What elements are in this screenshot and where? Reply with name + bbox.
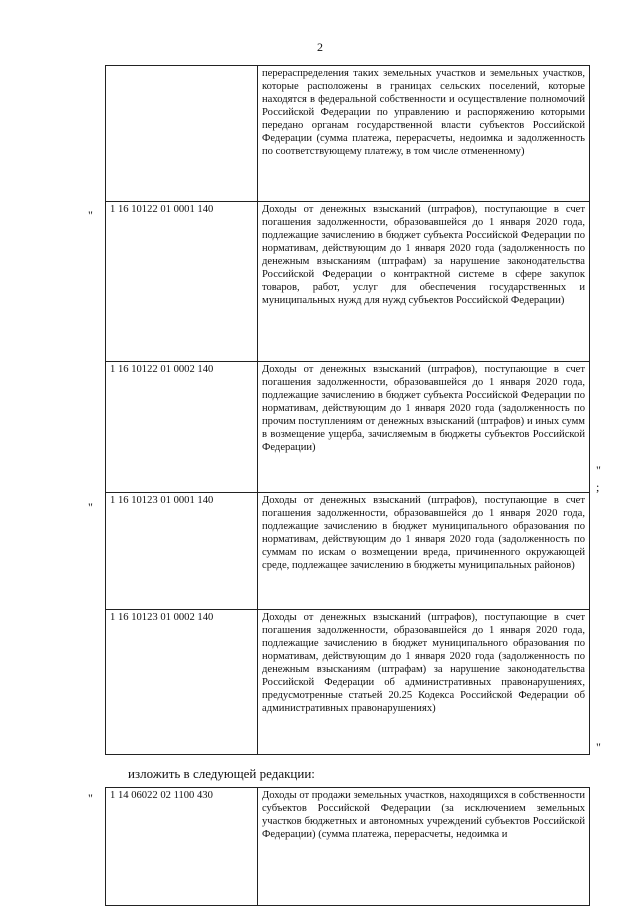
open-quote-mark: " <box>88 208 93 222</box>
row-code <box>106 66 258 202</box>
codes-table <box>105 65 590 755</box>
row-code: 1 16 10122 01 0002 140 <box>106 362 258 493</box>
row-text: Доходы от денежных взысканий (штрафов), поступающие в счет погашения задолженности, образовавшейся до 1 января 2020 года, подлежащие зачислению в бюджет субъекта Российской Федерации по нормативам, действующим до 1 января 2020 года (задолженность по денежным взысканиям (штрафам) за нарушение законодательства Российской Федерации о контрактной системе в сфере закупок товаров, работ, услуг для обеспечения государственных и муниципальных нужд для нужд субъектов Российской Федерации) <box>258 202 590 362</box>
row-text: Доходы от денежных взысканий (штрафов), поступающие в счет погашения задолженности, образовавшейся до 1 января 2020 года, подлежащие зачислению в бюджет муниципального образования по нормативам, действующим до 1 января 2020 года (задолженность по денежным взысканиям (штрафам) за нарушение законодательства Российской Федерации об административных правонарушениях, предусмотренные статьей 20.25 Кодекса Российской Федерации об административных правонарушениях) <box>258 610 590 755</box>
close-quote-mark: " <box>596 463 601 477</box>
page-number: 2 <box>317 40 323 54</box>
row-text: Доходы от продажи земельных участков, находящихся в собственности субъектов Российской Федерации (за исключением земельных участков бюджетных и автономных учреждений субъектов Российской Федерации) (сумма платежа, перерасчеты, недоимка и <box>258 788 590 906</box>
row-code: 1 16 10122 01 0001 140 <box>106 202 258 362</box>
semicolon-mark: ; <box>596 480 600 494</box>
row-code: 1 16 10123 01 0002 140 <box>106 610 258 755</box>
row-text: Доходы от денежных взысканий (штрафов), поступающие в счет погашения задолженности, образовавшейся до 1 января 2020 года, подлежащие зачислению в бюджет субъекта Российской Федерации по нормативам, действующим до 1 января 2020 года (задолженность по прочим поступлениям от денежных взысканий (штрафов) и иных сумм в возмещение ущерба, зачисляемым в бюджеты субъектов Российской Федерации) <box>258 362 590 493</box>
table-row <box>106 493 590 610</box>
open-quote-mark: " <box>88 791 93 805</box>
table-row <box>106 66 590 202</box>
close-quote-mark: " <box>596 740 601 754</box>
table-row <box>106 788 590 906</box>
row-text: Доходы от денежных взысканий (штрафов), поступающие в счет погашения задолженности, образовавшейся до 1 января 2020 года, подлежащие зачислению в бюджет муниципального образования по нормативам, действующим до 1 января 2020 года (задолженность по суммам по искам о возмещении вреда, причиненного окружающей среде, подлежащее зачислению в бюджеты муниципальных районов) <box>258 493 590 610</box>
table-row <box>106 362 590 493</box>
row-code: 1 14 06022 02 1100 430 <box>106 788 258 906</box>
new-codes-table <box>105 787 590 906</box>
table-row <box>106 202 590 362</box>
row-code: 1 16 10123 01 0001 140 <box>106 493 258 610</box>
intro-text: изложить в следующей редакции: <box>128 766 315 781</box>
open-quote-mark: " <box>88 500 93 514</box>
table-row <box>106 610 590 755</box>
row-text: перераспределения таких земельных участков и земельных участков, которые расположены в границах сельских поселений, которые находятся в федеральной собственности и осуществление полномочий Российской Федерации по управлению и распоряжению которыми передано органам государственной власти субъектов Российской Федерации (сумма платежа, перерасчеты, недоимка и задолженность по соответствующему платежу, в том числе отмененному) <box>258 66 590 202</box>
